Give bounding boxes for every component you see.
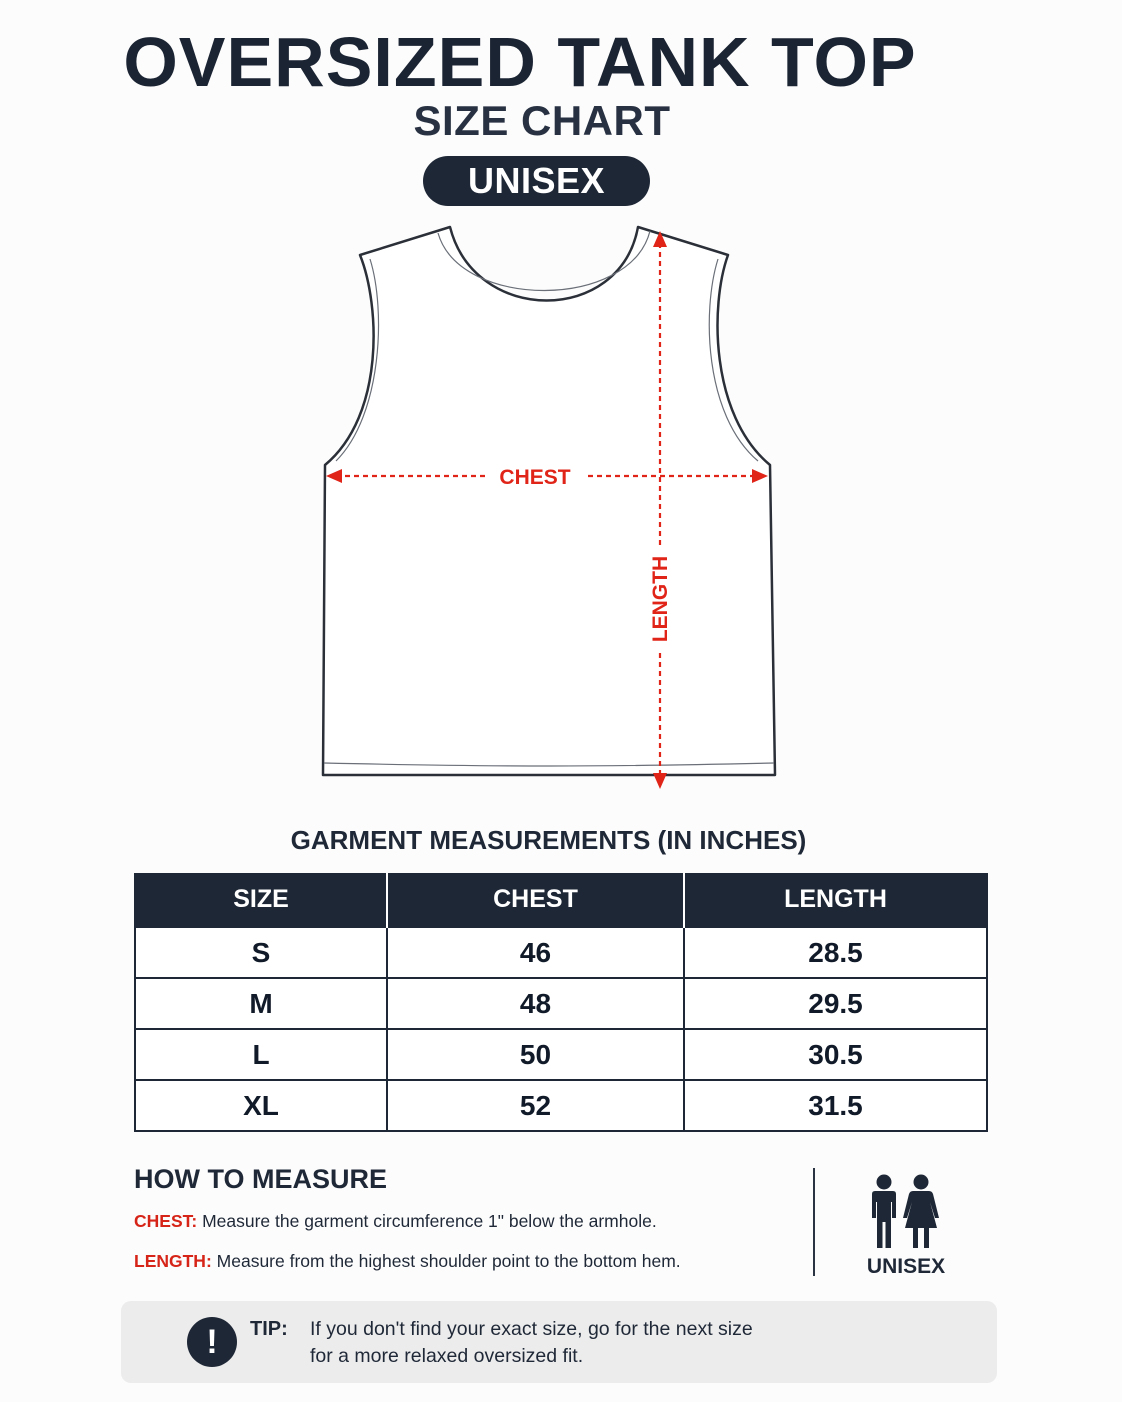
chest-cell: 50 (387, 1029, 684, 1080)
length-cell: 31.5 (684, 1080, 987, 1131)
how-to-measure-title: HOW TO MEASURE (134, 1164, 388, 1194)
tip-label: TIP: (250, 1318, 288, 1340)
table-row (135, 1080, 987, 1131)
exclamation-icon: ! (187, 1317, 237, 1367)
page-subtitle: SIZE CHART (413, 97, 671, 144)
man-woman-icon (864, 1172, 944, 1252)
table-row (135, 927, 987, 978)
tank-top-outline (323, 227, 775, 775)
chest-cell: 48 (387, 978, 684, 1029)
tip-line-1: If you don't find your exact size, go for the next size (310, 1318, 753, 1340)
chest-cell: 46 (387, 927, 684, 978)
size-table (134, 873, 988, 1132)
table-title: GARMENT MEASUREMENTS (IN INCHES) (290, 825, 807, 855)
length-instruction-text: Measure from the highest shoulder point to the bottom hem. (216, 1251, 681, 1271)
tank-top-diagram (300, 215, 800, 805)
table-row (135, 1029, 987, 1080)
size-cell: XL (135, 1080, 387, 1131)
tip-box (121, 1301, 997, 1383)
table-header-row (135, 873, 987, 927)
length-label: LENGTH (649, 555, 672, 643)
length-arrow-bottom-head (653, 773, 667, 789)
size-cell: M (135, 978, 387, 1029)
length-cell: 30.5 (684, 1029, 987, 1080)
chest-cell: 52 (387, 1080, 684, 1131)
chest-instruction (134, 1209, 657, 1233)
chest-label: CHEST (499, 466, 571, 489)
column-header-chest: CHEST (387, 873, 684, 927)
chest-instruction-label: CHEST: (134, 1211, 198, 1231)
length-cell: 28.5 (684, 927, 987, 978)
unisex-label: UNISEX (866, 1255, 946, 1278)
size-cell: L (135, 1029, 387, 1080)
section-divider (813, 1168, 815, 1276)
length-instruction (134, 1249, 681, 1273)
tip-text (310, 1316, 870, 1370)
unisex-badge: UNISEX (423, 156, 650, 206)
chest-instruction-text: Measure the garment circumference 1" below the armhole. (202, 1211, 657, 1231)
table-row (135, 978, 987, 1029)
length-instruction-label: LENGTH: (134, 1251, 212, 1271)
column-header-length: LENGTH (684, 873, 987, 927)
page-title: OVERSIZED TANK TOP (123, 23, 917, 101)
column-header-size: SIZE (135, 873, 387, 927)
length-cell: 29.5 (684, 978, 987, 1029)
tip-line-2: for a more relaxed oversized fit. (310, 1345, 584, 1367)
size-cell: S (135, 927, 387, 978)
